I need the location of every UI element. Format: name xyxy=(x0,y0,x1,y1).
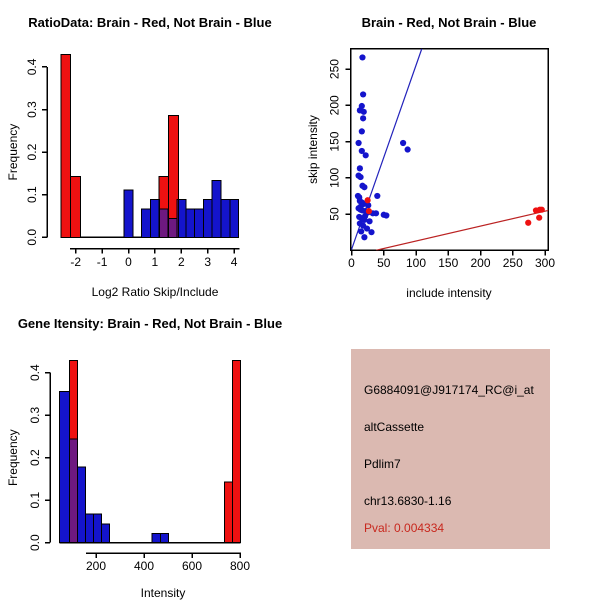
scatter-point-blue xyxy=(357,165,363,171)
scatter-point-red xyxy=(365,197,371,203)
histogram-bar-overlap xyxy=(70,439,78,543)
y-tick-label: 0.0 xyxy=(28,534,42,552)
scatter-chart xyxy=(300,0,600,300)
x-tick-label: 3 xyxy=(204,255,212,269)
pval-text: Pval: 0.004334 xyxy=(364,521,445,535)
x-tick-label: 0 xyxy=(348,256,355,270)
y-tick-label: 250 xyxy=(327,59,342,80)
scatter-point-blue xyxy=(357,174,363,180)
histogram-bar-blue xyxy=(160,533,168,542)
gene-name-text: Pdlim7 xyxy=(364,457,401,471)
x-tick-label: -2 xyxy=(70,255,82,269)
chart-title: RatioData: Brain - Red, Not Brain - Blue xyxy=(28,15,272,30)
y-tick-label: 0.3 xyxy=(25,101,39,118)
y-tick-label: 150 xyxy=(327,131,342,152)
scatter-point-red xyxy=(536,215,542,221)
scatter-point-blue xyxy=(360,115,366,121)
scatter-point-red xyxy=(539,207,545,213)
histogram-bar-overlap xyxy=(159,209,168,238)
scatter-point-blue xyxy=(405,146,411,152)
histogram-bar-blue xyxy=(230,199,239,237)
histogram-bar-red xyxy=(61,55,71,238)
histogram-bar-overlap xyxy=(169,219,177,238)
panel-gene-info xyxy=(300,300,600,600)
ratio-histogram-chart xyxy=(0,0,300,300)
gene-info-box xyxy=(351,349,550,549)
x-tick-label: 50 xyxy=(377,256,391,270)
panel-gene-histogram xyxy=(0,300,300,600)
x-tick-label: 200 xyxy=(470,256,491,270)
locus-text: chr13.6830-1.16 xyxy=(364,494,452,508)
regression-line-brain-fit xyxy=(376,210,548,250)
x-tick-label: 400 xyxy=(133,559,155,573)
scatter-point-blue xyxy=(374,193,380,199)
scatter-point-blue xyxy=(366,218,372,224)
x-tick-label: 4 xyxy=(230,255,238,269)
y-tick-label: 0.4 xyxy=(28,364,42,382)
y-tick-label: 200 xyxy=(327,95,342,116)
scatter-point-blue xyxy=(358,228,364,234)
splice-event-type-text: altCassette xyxy=(364,420,425,434)
histogram-bar-blue xyxy=(221,199,230,237)
x-tick-label: 150 xyxy=(438,256,459,270)
histogram-bar-blue xyxy=(212,181,221,238)
x-tick-label: 100 xyxy=(405,256,427,270)
x-axis-label: include intensity xyxy=(406,286,492,300)
scatter-point-blue xyxy=(359,54,365,60)
histogram-bar-blue xyxy=(102,524,110,543)
scatter-point-blue xyxy=(400,140,406,146)
histogram-bar-blue xyxy=(151,199,160,237)
y-axis-label: Frequency xyxy=(6,429,20,487)
scatter-point-blue xyxy=(383,212,389,218)
histogram-bar-overlap xyxy=(177,199,178,237)
y-tick-label: 0.0 xyxy=(25,228,39,246)
chart-title: Gene Itensity: Brain - Red, Not Brain - Blue xyxy=(17,316,283,331)
histogram-bar-blue xyxy=(94,514,102,542)
x-tick-label: 300 xyxy=(534,256,556,270)
scatter-point-blue xyxy=(373,210,379,216)
scatter-point-blue xyxy=(360,91,366,97)
scatter-point-blue xyxy=(361,184,367,190)
plot-box xyxy=(351,49,549,251)
histogram-bar-red xyxy=(233,360,241,542)
x-tick-label: 800 xyxy=(229,559,251,573)
histogram-bar-blue xyxy=(124,190,133,237)
y-tick-label: 0.3 xyxy=(28,406,42,424)
scatter-point-red xyxy=(366,208,372,214)
x-tick-label: 1 xyxy=(151,255,159,269)
y-tick-label: 0.2 xyxy=(25,143,39,161)
histogram-bar-red xyxy=(71,176,81,237)
y-tick-label: 100 xyxy=(327,167,342,188)
scatter-point-blue xyxy=(359,128,365,134)
histogram-bar-blue xyxy=(142,209,151,238)
x-axis-label: Log2 Ratio Skip/Include xyxy=(91,285,219,299)
x-tick-label: -1 xyxy=(96,255,108,269)
scatter-content xyxy=(352,49,549,251)
histogram-bar-blue xyxy=(60,391,70,542)
y-tick-label: 0.4 xyxy=(25,58,39,76)
panel-ratio-histogram xyxy=(0,0,300,300)
y-tick-label: 0.1 xyxy=(28,491,42,509)
x-tick-label: 0 xyxy=(125,255,132,269)
scatter-point-blue xyxy=(361,109,367,115)
gene-histogram-chart xyxy=(0,300,300,600)
y-tick-label: 0.2 xyxy=(28,449,42,467)
y-axis-label: skip intensity xyxy=(306,115,320,184)
scatter-point-blue xyxy=(363,152,369,158)
x-tick-label: 600 xyxy=(181,559,203,573)
y-tick-label: 50 xyxy=(327,207,342,221)
histogram-bar-blue xyxy=(195,209,204,238)
y-tick-label: 0.1 xyxy=(25,186,39,204)
histogram-bar-blue xyxy=(186,209,195,238)
y-axis-label: Frequency xyxy=(6,123,20,181)
scatter-point-blue xyxy=(361,234,367,240)
x-tick-label: 250 xyxy=(502,256,523,270)
scatter-point-blue xyxy=(355,140,361,146)
panel-scatter xyxy=(300,0,600,300)
x-axis-label: Intensity xyxy=(140,586,186,600)
histogram-bar-blue xyxy=(152,533,160,542)
x-tick-label: 200 xyxy=(85,559,107,573)
x-tick-label: 2 xyxy=(177,255,185,269)
histogram-bar-red xyxy=(224,482,232,543)
scatter-point-red xyxy=(525,220,531,226)
chart-title: Brain - Red, Not Brain - Blue xyxy=(361,15,537,30)
histogram-bar-blue xyxy=(85,514,93,542)
scatter-point-blue xyxy=(368,229,374,235)
probe-id-text: G6884091@J917174_RC@i_at xyxy=(364,383,534,397)
histogram-bar-blue xyxy=(203,199,212,237)
histogram-bar-blue xyxy=(78,467,86,543)
